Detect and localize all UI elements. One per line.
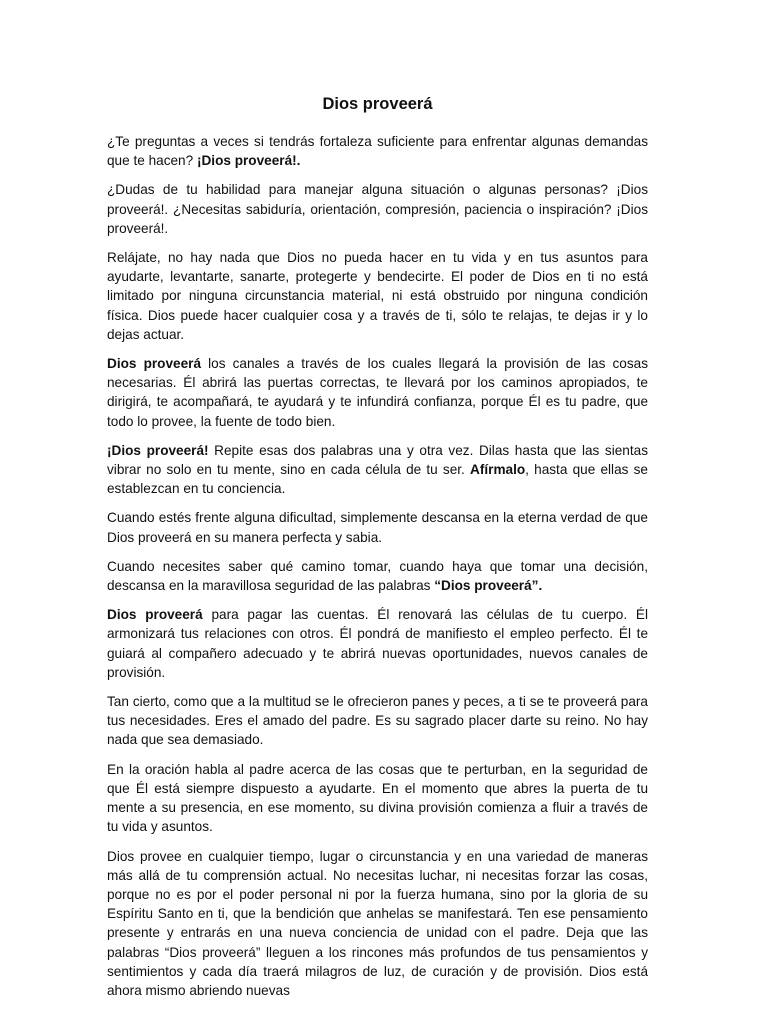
text-run: Cuando necesites saber qué camino tomar, cuando haya que tomar una decisión, descansa en la maravillosa seguridad de las palabras xyxy=(107,558,648,594)
text-run: , hasta que ellas se establezcan en tu conciencia. xyxy=(107,462,648,497)
bold-text: “Dios proveerá”. xyxy=(434,578,543,594)
bold-text: Dios proveerá xyxy=(107,607,203,623)
text-run: ¿Dudas de tu habilidad para manejar alguna situación o algunas personas? ¡Dios proveerá!. ¿Necesitas sabiduría, orientación, compresión, paciencia o inspiración? ¡Dios proveerá!. xyxy=(107,182,648,236)
paragraph xyxy=(107,180,648,238)
text-run: Cuando estés frente alguna dificultad, simplemente descansa en la eterna verdad de que Dios proveerá en su manera perfecta y sabia. xyxy=(107,510,648,545)
document-body xyxy=(107,132,648,1000)
paragraph xyxy=(107,248,648,344)
bold-text: ¡Dios proveerá! xyxy=(107,442,209,458)
text-run: En la oración habla al padre acerca de las cosas que te perturban, en la seguridad de que Él está siempre dispuesto a ayudarte. En el momento que abres la puerta de tu mente a su presencia, en ese momento, su divina provisión comienza a fluir a través de tu vida y asuntos. xyxy=(107,761,648,835)
paragraph xyxy=(107,508,648,546)
paragraph xyxy=(107,847,648,1001)
paragraph xyxy=(107,354,648,431)
bold-text: Dios proveerá xyxy=(107,356,202,372)
paragraph xyxy=(107,441,648,499)
paragraph xyxy=(107,605,648,682)
text-run: Relájate, no hay nada que Dios no pueda hacer en tu vida y en tus asuntos para ayudarte, levantarte, sanarte, protegerte y bendecirte. El poder de Dios en ti no está limitado por ninguna circunstancia material, ni está obstruido por ninguna condición física. Dios puede hacer cualquier cosa y a través de ti, sólo te relajas, te dejas ir y lo dejas actuar. xyxy=(107,250,648,342)
text-run: para pagar las cuentas. Él renovará las células de tu cuerpo. Él armonizará tus relaciones con otros. Él pondrá de manifiesto el empleo perfecto. Él te guiará al compañero adecuado y te abrirá nuevas oportunidades, nuevos canales de provisión. xyxy=(107,607,648,680)
document-title: Dios proveerá xyxy=(322,95,433,113)
paragraph xyxy=(107,692,648,750)
bold-text: Afírmalo xyxy=(470,462,526,478)
bold-text: ¡Dios proveerá!. xyxy=(196,153,301,169)
text-run: Repite esas dos palabras una y otra vez. Dilas hasta que las sientas vibrar no solo en tu mente, sino en cada célula de tu ser. xyxy=(107,442,648,478)
text-run: ¿Te preguntas a veces si tendrás fortaleza suficiente para enfrentar algunas demandas que te hacen? xyxy=(107,134,648,169)
text-run: Dios provee en cualquier tiempo, lugar o circunstancia y en una variedad de maneras más allá de tu comprensión actual. No necesitas luchar, ni necesitas forzar las cosas, porque no es por el poder personal ni por la fuerza humana, sino por la gloria de su Espíritu Santo en ti, que la bendición que anhelas se manifestará. Ten ese pensamiento presente y entrarás en una nueva conciencia de unidad con el padre. Deja que las palabras “Dios proveerá” lleguen a los rincones más profundos de tus pensamientos y sentimientos y cada día traerá milagros de luz, de curación y de provisión. Dios está ahora mismo abriendo nuevas xyxy=(107,848,648,998)
text-run: Tan cierto, como que a la multitud se le ofrecieron panes y peces, a ti se te proveerá para tus necesidades. Eres el amado del padre. Es su sagrado placer darte su reino. No hay nada que sea demasiado. xyxy=(107,694,648,748)
text-run: los canales a través de los cuales llegará la provisión de las cosas necesarias. Él abrirá las puertas correctas, te llevará por los caminos apropiados, te dirigirá, te acompañará, te ayudará y te infundirá confianza, porque Él es tu padre, que todo lo provee, la fuente de todo bien. xyxy=(107,356,648,429)
paragraph xyxy=(107,557,648,595)
paragraph xyxy=(107,760,648,837)
paragraph xyxy=(107,132,648,170)
